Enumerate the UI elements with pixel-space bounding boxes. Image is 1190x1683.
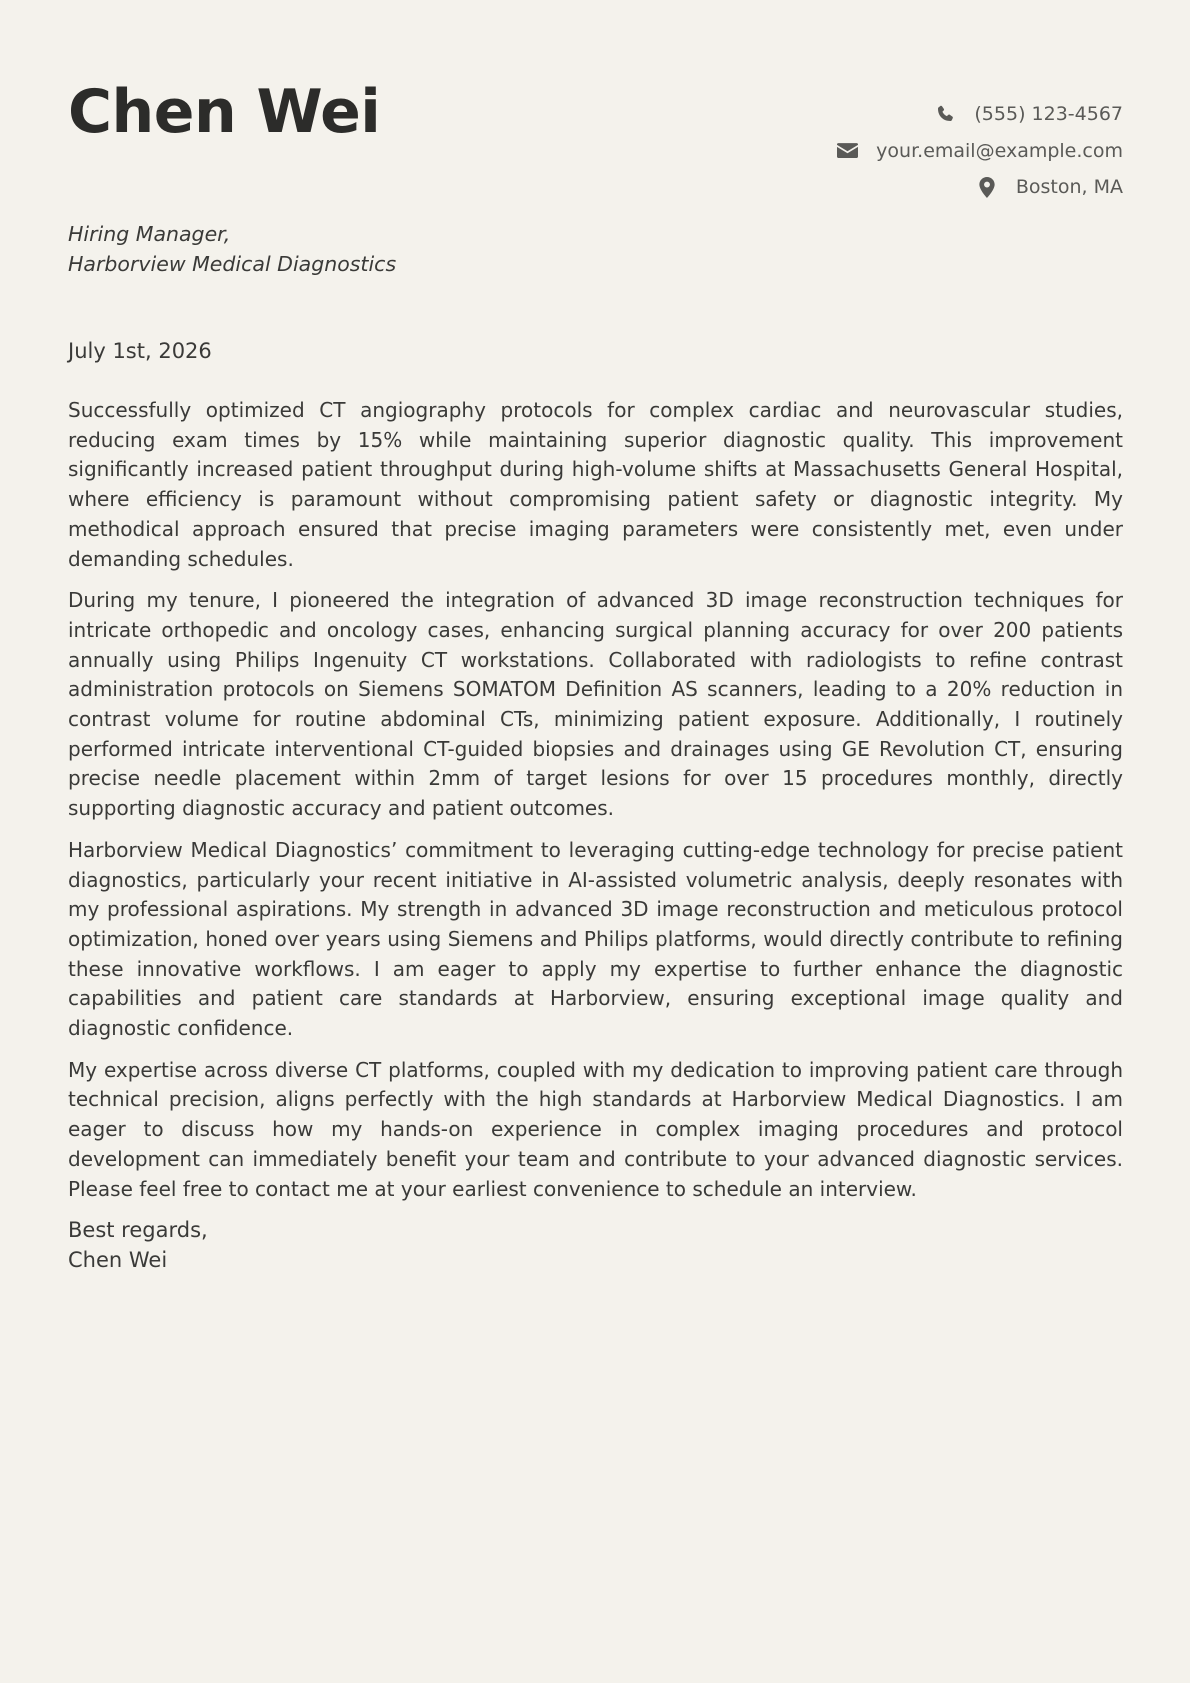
cover-letter-page [68,0,1123,1683]
letter-body [68,396,1123,1275]
phone-icon [934,103,956,125]
contact-phone-row [836,96,1123,133]
contact-email: your.email@example.com [876,139,1123,162]
applicant-name: Chen Wei [68,77,381,147]
body-paragraph-4: My expertise across diverse CT platforms, coupled with my dedication to improving patient care through technical precision, aligns perfectly with the high standards at Harborview Medical Diagnostics. I am eager to discuss how my hands-on experience in complex imaging procedures and protocol development can immediately benefit your team and contribute to your advanced diagnostic services. Please feel free to contact me at your earliest convenience to schedule an interview. [68,1057,1123,1201]
closing-salutation: Best regards, [68,1218,208,1243]
body-paragraph-3: Harborview Medical Diagnostics’ commitment to leveraging cutting-edge technology for precise patient diagnostics, particularly your recent initiative in AI-assisted volumetric analysis, deeply resonates with my professional aspirations. My strength in advanced 3D image reconstruction and meticulous protocol optimization, honed over years using Siemens and Philips platforms, would directly contribute to refining these innovative workflows. I am eager to apply my expertise to further enhance the diagnostic capabilities and patient care standards at Harborview, ensuring exceptional image quality and diagnostic confidence. [68,837,1123,1041]
contact-block [836,96,1123,206]
contact-location-row [836,169,1123,206]
contact-email-row [836,133,1123,170]
map-pin-icon [976,176,998,198]
recipient-block [68,220,396,279]
contact-location: Boston, MA [1015,176,1123,199]
letter-date: July 1st, 2026 [68,339,212,363]
envelope-icon [836,140,858,162]
closing-block [68,1216,1123,1275]
recipient-company: Harborview Medical Diagnostics [68,251,397,276]
body-paragraph-2: During my tenure, I pioneered the integration of advanced 3D image reconstruction techniques for intricate orthopedic and oncology cases, enhancing surgical planning accuracy for over 200 patients annually using Philips Ingenuity CT workstations. Collaborated with radiologists to refine contrast administration protocols on Siemens SOMATOM Definition AS scanners, leading to a 20% reduction in contrast volume for routine abdominal CTs, minimizing patient exposure. Additionally, I routinely performed intricate interventional CT-guided biopsies and drainages using GE Revolution CT, ensuring precise needle placement within 2mm of target lesions for over 15 procedures monthly, directly supporting diagnostic accuracy and patient outcomes. [68,588,1123,821]
recipient-title: Hiring Manager, [68,222,231,246]
closing-signature: Chen Wei [68,1247,168,1272]
contact-phone: (555) 123-4567 [974,103,1123,126]
body-paragraph-1: Successfully optimized CT angiography protocols for complex cardiac and neurovascular studies, reducing exam times by 15% while maintaining superior diagnostic quality. This improvement significantly increased patient throughput during high-volume shifts at Massachusetts General Hospital, where efficiency is paramount without compromising patient safety or diagnostic integrity. My methodical approach ensured that precise imaging parameters were consistently met, even under demanding schedules. [68,398,1123,571]
